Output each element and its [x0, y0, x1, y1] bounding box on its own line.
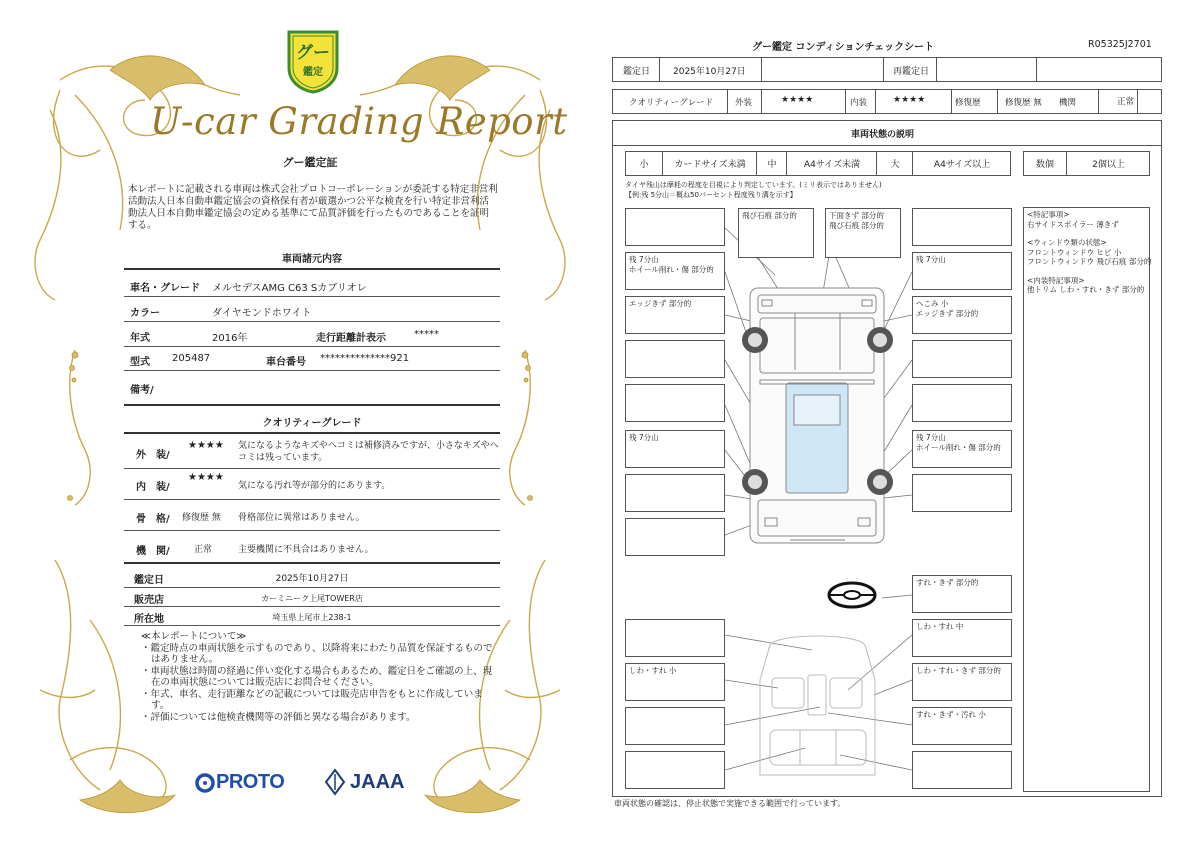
int-label: 内装: [850, 98, 868, 108]
special-heading: <特記事項>: [1027, 210, 1070, 219]
int-stars: ★★★★: [893, 95, 926, 105]
callout-box: [912, 663, 1012, 701]
callout-text: 飛び石痕 部分的: [829, 221, 884, 230]
year-label: 年式: [130, 333, 150, 344]
repair-label: 修復歴: [955, 98, 981, 108]
callout-box: [625, 430, 725, 468]
jaaa-logo: JAAA: [350, 771, 405, 793]
special-notes-box: [1023, 207, 1150, 792]
goo-appraisal-badge: [283, 28, 343, 94]
divider: [124, 404, 500, 406]
script-title: U-car Grading Report: [150, 100, 568, 143]
callout-box: [625, 518, 725, 556]
callout-box: [625, 619, 725, 657]
legend-large: 大: [876, 152, 913, 175]
exterior-stars: ★★★★: [188, 440, 224, 451]
sheet-engine-label: 機関: [1059, 98, 1077, 108]
callout-text: エッジきず 部分的: [629, 299, 692, 308]
callout-box: [912, 751, 1012, 789]
special-notes: [1027, 210, 1151, 295]
spec-section-title: 車両諸元内容: [282, 254, 342, 265]
svg-text:鑑定: 鑑定: [303, 67, 323, 78]
divider: [124, 562, 500, 564]
repair-value: 修復歴 無: [1005, 98, 1042, 108]
model-label: 型式: [130, 357, 150, 368]
recheck-date-label: 再鑑定日: [893, 67, 930, 77]
callout-text: ホイール削れ・傷 部分的: [916, 443, 1001, 452]
legend-large-desc: A4サイズ以上: [912, 152, 1011, 175]
note-item: ・評価については他検査機関等の評価と異なる場合があります。: [141, 711, 416, 723]
legend-small-desc: カードサイズ未満: [662, 152, 757, 175]
callout-box: [625, 707, 725, 745]
quality-grade-row: [612, 89, 1162, 114]
note-item: ・年式、車名、走行距離などの記載については販売店申告をもとに作成しています。: [141, 688, 483, 711]
callout-box: [625, 384, 725, 422]
callout-box: [912, 208, 1012, 246]
appraisal-date-value: 2025年10月27日: [275, 574, 349, 584]
divider: [124, 468, 500, 469]
shop-label: 販売店: [134, 595, 164, 606]
interior-comment: 気になる汚れ等が部分的にあります。: [238, 481, 391, 491]
certificate-heading: グー鑑定証: [282, 156, 338, 169]
special-spacer: [1027, 229, 1151, 238]
location-value: 埼玉県上尾市上238-1: [272, 613, 352, 622]
shop-value: カーミニーク上尾TOWER店: [261, 594, 363, 603]
certificate-statement: 本レポートに記載される車両は株式会社プロトコーポレーションが委託する特定非営利活動法人日本自動車鑑定協会の資格保有者が厳選かつ公平な検査を行い特定非営利活動法人日本自動車鑑定協会の定める基準にて品質評価を行ったものであることを証明する。: [128, 184, 498, 231]
callout-text: 残 7分山: [629, 255, 659, 264]
quality-section-title: クオリティーグレード: [262, 418, 362, 429]
callout-box: [912, 384, 1012, 422]
callout-box: [625, 296, 725, 334]
steering-wheel-icon: [829, 583, 875, 607]
callout-box: [625, 663, 725, 701]
exterior-comment: 気になるようなキズやヘコミは補修済みですが、小さなキズやヘコミは残っています。: [238, 441, 499, 463]
legend-count: 数個: [1035, 160, 1054, 170]
callout-text: すれ・きず 部分的: [916, 578, 979, 587]
badge-text-main: グー: [296, 43, 330, 63]
frame-comment: 骨格部位に異常はありません。: [238, 513, 365, 523]
divider: [124, 625, 500, 626]
legend-count-desc: 2個以上: [1066, 152, 1150, 175]
callout-box: [912, 575, 1012, 613]
callout-box: [912, 430, 1012, 468]
proto-logo: PROTO: [216, 771, 285, 793]
divider: [124, 321, 500, 322]
callout-box: [625, 474, 725, 512]
year-value: 2016年: [212, 333, 248, 344]
divider: [124, 346, 500, 347]
callout-box: [912, 296, 1012, 334]
legend-mid: 中: [756, 152, 787, 175]
location-label: 所在地: [134, 614, 164, 625]
special-item: 右サイドスポイラー 薄きず: [1027, 219, 1119, 229]
sheet-title: グー鑑定 コンディションチェックシート: [752, 42, 935, 53]
special-spacer: [1027, 267, 1151, 276]
remarks-label: 備考/: [130, 385, 154, 396]
legend-small: 小: [639, 160, 649, 170]
date-row: [612, 57, 1162, 82]
chassis-value: **************921: [320, 353, 410, 364]
sheet-date-value: 2025年10月27日: [673, 67, 746, 77]
appraisal-date-label: 鑑定日: [134, 575, 164, 586]
divider: [124, 370, 500, 371]
chassis-label: 車台番号: [266, 357, 306, 368]
tire-note: タイヤ残山は摩耗の程度を目視により判定しています。(ミリ表示ではありません): [625, 181, 882, 189]
divider: [124, 432, 500, 434]
callout-box: [825, 208, 901, 258]
interior-diagram: [760, 636, 875, 775]
callout-box: [912, 619, 1012, 657]
sheet-date-label: 鑑定日: [623, 67, 651, 77]
callout-text: しわ・すれ 小: [629, 666, 677, 675]
frame-label: 骨 格/: [136, 514, 170, 525]
divider: [124, 296, 500, 297]
frame-value: 修復歴 無: [182, 513, 221, 523]
callout-box: [738, 208, 814, 258]
interior-stars: ★★★★: [188, 472, 224, 483]
divider: [124, 530, 500, 531]
callout-box: [912, 474, 1012, 512]
callout-box: [625, 340, 725, 378]
car-name-value: メルセデスAMG C63 Sカブリオレ: [212, 283, 367, 294]
callout-box: [625, 208, 725, 246]
engine-value: 正常: [194, 545, 213, 555]
divider: [124, 606, 500, 607]
exterior-label: 外 装/: [136, 450, 170, 461]
callout-box: [912, 340, 1012, 378]
callout-text: ホイール削れ・傷 部分的: [629, 265, 714, 274]
divider: [124, 499, 500, 500]
callout-text: 残 7分山: [916, 433, 946, 442]
sheet-footer: 車両状態の確認は、停止状態で実施できる範囲で行っています。: [614, 799, 846, 808]
callout-text: へこみ 小: [916, 299, 949, 308]
callout-box: [912, 252, 1012, 290]
interior-item: 他トリム しわ・すれ・きず 部分的: [1027, 285, 1145, 294]
car-name-label: 車名・グレード: [130, 283, 200, 294]
report-notes: [141, 631, 501, 723]
count-legend: [1023, 151, 1150, 176]
mileage-value: *****: [414, 329, 439, 340]
interior-heading: <内装特記事項>: [1027, 275, 1085, 285]
ext-label: 外装: [735, 98, 753, 108]
document-id: R05325J2701: [1088, 39, 1152, 50]
note-item: ・車両状態は時間の経過に伴い変化する場合もあるため、鑑定日をご確認の上、現在の車両状態については販売店にお問合せください。: [141, 665, 493, 688]
callout-text: 残 7分山: [629, 433, 659, 442]
callout-text: エッジきず 部分的: [916, 309, 979, 318]
proto-logo-icon: [194, 772, 216, 794]
ext-stars: ★★★★: [781, 95, 814, 105]
callout-text: しわ・すれ・きず 部分的: [916, 666, 1001, 675]
callout-text: すれ・きず・汚れ 小: [916, 710, 986, 719]
size-legend: [625, 151, 1011, 176]
callout-box: [625, 751, 725, 789]
interior-label: 内 装/: [136, 482, 170, 493]
color-label: カラー: [130, 308, 160, 319]
callout-text: 残 7分山: [916, 255, 946, 264]
mileage-label: 走行距離計表示: [316, 333, 386, 344]
color-value: ダイヤモンドホワイト: [212, 308, 312, 319]
window-heading: <ウィンドウ類の状態>: [1027, 238, 1107, 247]
callout-box: [912, 707, 1012, 745]
callout-box: [625, 252, 725, 290]
notes-title: ≪本レポートについて≫: [141, 631, 247, 642]
engine-label: 機 関/: [136, 546, 170, 557]
sheet-engine-value: 正常: [1117, 97, 1135, 107]
divider: [124, 587, 500, 588]
callout-text: 下面きず 部分的: [829, 211, 884, 220]
tire-example: 【例:残 5分山＝概ね50パーセント程度残り溝を示す】: [625, 191, 797, 199]
callout-text: しわ・すれ 中: [916, 622, 964, 631]
engine-comment: 主要機関に不具合はありません。: [238, 545, 374, 555]
window-item: フロントウィンドウ ヒビ 小: [1027, 247, 1122, 257]
jaaa-logo-icon: [324, 768, 346, 796]
divider: [124, 268, 500, 270]
legend-mid-desc: A4サイズ未満: [786, 152, 877, 175]
model-value: 205487: [172, 353, 211, 364]
callout-text: 飛び石痕 部分的: [742, 211, 797, 220]
qg-label: クオリティーグレード: [629, 98, 714, 108]
window-item: フロントウィンドウ 飛び石痕 部分的: [1027, 257, 1152, 266]
note-item: ・鑑定時点の車両状態を示すものであり、以降将来にわたり品質を保証するものではありません。: [141, 642, 493, 665]
condition-title: 車両状態の説明: [851, 130, 915, 140]
